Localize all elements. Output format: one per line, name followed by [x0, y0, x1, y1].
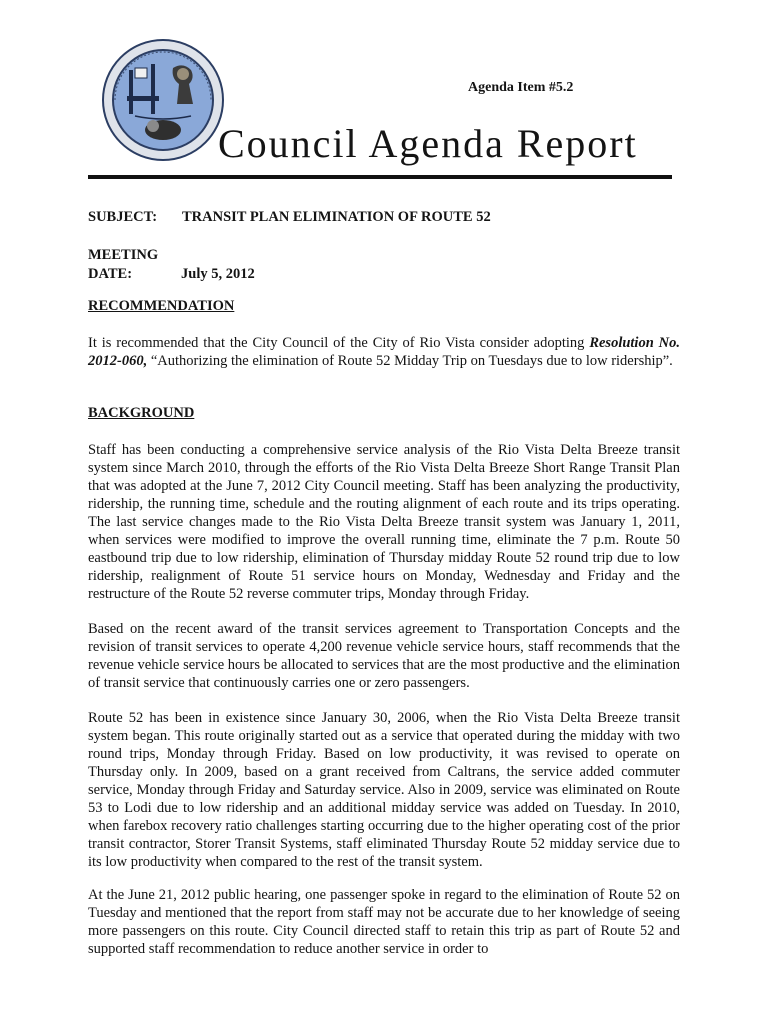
date-value: July 5, 2012: [181, 266, 255, 282]
recommendation-paragraph: [88, 334, 680, 370]
meeting-label: MEETING: [88, 247, 159, 263]
background-paragraph: Staff has been conducting a comprehensive service analysis of the Rio Vista Delta Breeze transit system since March 2010, through the efforts of the Rio Vista Delta Breeze Short Range Transit Plan that was adopted at the June 7, 2012 City Council meeting. Staff has been analyzing the productivity, ridership, the running time, schedule and the routing alignment of each route and its trips operating. The last service changes made to the Rio Vista Delta Breeze transit system was January 1, 2011, when services were modified to improve the overall running time, eliminate the 7 p.m. Route 50 eastbound trip due to low ridership, elimination of Thursday midday Route 52 round trip due to low ridership, realignment of Route 51 service hours on Monday, Wednesday and Friday and the restructure of the Route 52 reverse commuter trips, Monday through Friday.: [88, 442, 680, 602]
background-heading: BACKGROUND: [88, 405, 195, 421]
meeting-date-field: [88, 266, 255, 283]
title-divider: [88, 175, 672, 179]
date-label: DATE:: [88, 266, 133, 282]
subject-field: [88, 209, 491, 226]
recommendation-text-after: “Authorizing the elimination of Route 52 Midday Trip on Tuesdays due to low ridership”.: [147, 353, 673, 369]
background-paragraph: At the June 21, 2012 public hearing, one passenger spoke in regard to the elimination of Route 52 on Tuesday and mentioned that the report from staff may not be accurate due to her knowledge of seeing more passengers on this route. City Council directed staff to retain this trip as part of Route 52 and supported staff recommendation to reduce another service in order to: [88, 887, 680, 957]
resolution-number: Resolution No. 2012-060,: [88, 335, 680, 369]
report-title: Council Agenda Report: [218, 121, 638, 166]
recommendation-heading: RECOMMENDATION: [88, 298, 235, 314]
background-paragraph: Route 52 has been in existence since January 30, 2006, when the Rio Vista Delta Breeze transit system began. This route originally started out as a service that operated during the midday with two round trips, Monday through Friday. Based on low productivity, it was revised to operate on Thursday only. In 2009, based on a grant received from Caltrans, the service added commuter service, Monday through Friday and Saturday service. Also in 2009, service was eliminated on Route 53 to Lodi due to low ridership and an additional midday service was added on Tuesday. In 2010, when farebox recovery ratio challenges starting occurring due to the higher operating cost of the prior transit contractor, Storer Transit Systems, staff eliminated Thursday Route 52 midday service due to its low productivity when compared to the rest of the transit system.: [88, 710, 680, 870]
background-paragraph: Based on the recent award of the transit services agreement to Transportation Concepts and the revision of transit services to operate 4,200 revenue vehicle service hours, staff recommends that the revenue vehicle service hours be allocated to services that are the most productive and the elimination of transit service that continuously carries one or zero passengers.: [88, 621, 680, 691]
subject-label: SUBJECT:: [88, 209, 158, 225]
subject-value: TRANSIT PLAN ELIMINATION OF ROUTE 52: [182, 209, 491, 225]
city-seal-logo: [101, 38, 225, 162]
agenda-item-number: Agenda Item #5.2: [468, 80, 574, 95]
recommendation-text-before: It is recommended that the City Council of the City of Rio Vista consider adopting: [88, 335, 590, 351]
